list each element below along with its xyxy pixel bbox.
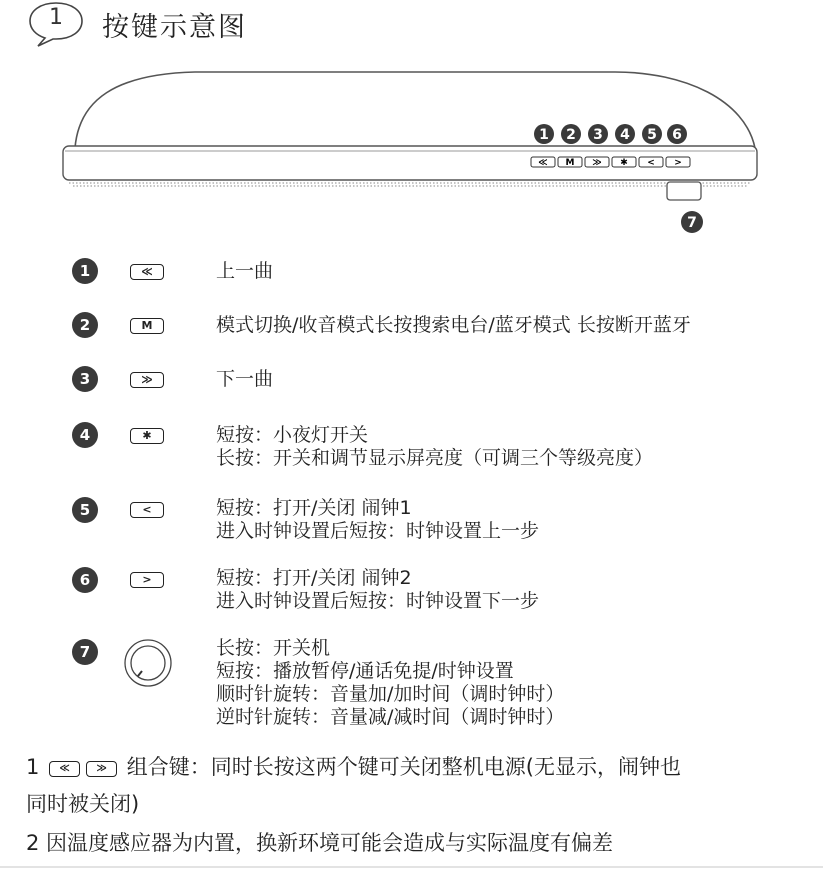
key-description [216,567,539,613]
top-label-3: 3 [593,127,603,143]
row-number: 1 [72,258,98,284]
description-line: 下一曲 [216,368,274,390]
row-number: 6 [72,567,98,593]
description-line: 短按：打开/关闭 闹钟2 [216,567,412,589]
device-key-4: ✱ [620,158,628,168]
top-label-6: 6 [672,127,682,143]
previous-track-icon: ≪ [49,761,80,777]
description-line: 模式切换/收音模式长按搜索电台/蓝牙模式 长按断开蓝牙 [216,314,691,336]
top-label-2: 2 [566,127,576,143]
top-label-1: 1 [539,127,549,143]
row-number: 5 [72,497,98,523]
mode-icon: M [130,318,164,334]
description-line: 短按：小夜灯开关 [216,424,369,446]
header [22,0,802,52]
description-line: 逆时针旋转：音量减/减时间（调时钟时） [216,706,565,728]
note-2: 2 因温度感应器为内置，换新环境可能会造成与实际温度有偏差 [26,831,614,855]
key-description [216,424,653,470]
divider [0,866,823,868]
device-key-2: M [565,158,575,168]
key-description [216,314,691,337]
description-line: 短按：打开/关闭 闹钟1 [216,497,412,519]
key-description [216,368,273,391]
top-label-4: 4 [620,127,630,143]
row-number: 7 [72,639,98,665]
left-arrow-icon: < [130,502,164,518]
row-number: 3 [72,366,98,392]
next-track-icon: ≫ [86,761,117,777]
device-key-3: ≫ [592,158,602,168]
key-description [216,497,539,543]
row-number: 4 [72,422,98,448]
top-label-5: 5 [647,127,657,143]
description-line: 顺时针旋转：音量加/加时间（调时钟时） [216,683,565,705]
right-arrow-icon: > [130,572,164,588]
device-key-5: < [647,158,655,168]
knob-icon [122,637,174,689]
row-number: 2 [72,312,98,338]
note-1-number: 1 [26,755,40,779]
device-knob [667,182,703,233]
knob-label: 7 [687,215,697,231]
description-line: 短按：播放暂停/通话免提/时钟设置 [216,660,514,682]
device-key-6: > [674,158,682,168]
section-number: 1 [49,5,63,30]
note-1-continued: 同时被关闭) [26,792,140,816]
device-key-1: ≪ [538,158,548,168]
device-illustration [55,60,765,240]
description-line: 上一曲 [216,260,274,282]
description-line: 长按：开关和调节显示屏亮度（可调三个等级亮度） [216,447,654,469]
description-line: 进入时钟设置后短按：时钟设置上一步 [216,520,540,542]
note-1 [26,752,681,782]
light-icon: ✱ [130,428,164,444]
description-line: 长按：开关机 [216,637,331,659]
note-1-text: 组合键：同时长按这两个键可关闭整机电源(无显示，闹钟也 [126,755,681,779]
next-track-icon: ≫ [130,372,164,388]
description-line: 进入时钟设置后短按：时钟设置下一步 [216,590,540,612]
speaker-grille [69,183,751,186]
previous-track-icon: ≪ [130,264,164,280]
key-description [216,637,564,729]
key-description [216,260,273,283]
page-title: 按键示意图 [102,12,247,43]
